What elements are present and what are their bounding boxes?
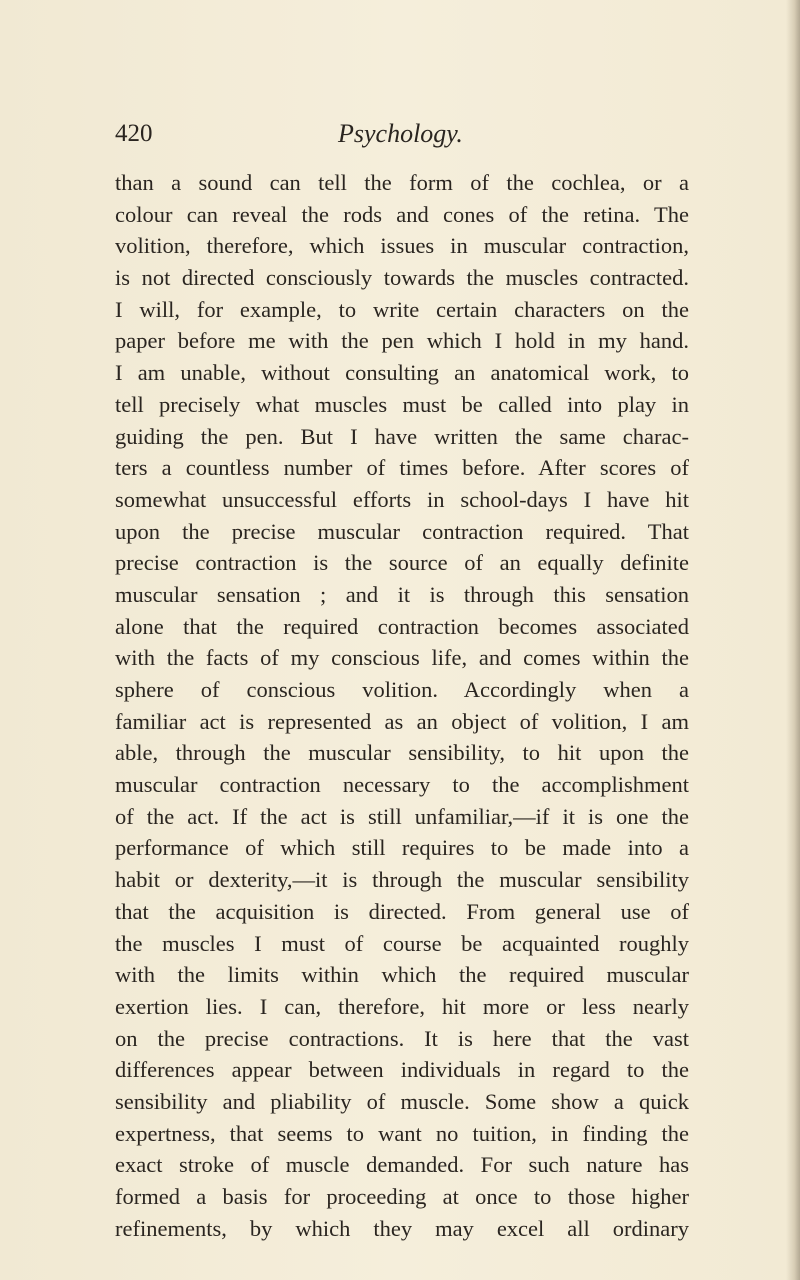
text-line: performance of which still requires to be made into a <box>115 835 689 861</box>
text-line: sensibility and pliability of muscle. Some show a quick <box>115 1088 689 1114</box>
text-line: guiding the pen. But I have written the same charac- <box>115 423 689 449</box>
text-line: tell precisely what muscles must be called into play in <box>115 391 689 417</box>
text-line: sphere of conscious volition. Accordingly when a <box>115 677 689 702</box>
text-line: than a sound can tell the form of the cochlea, or a <box>115 170 689 195</box>
text-line: I am unable, without consulting an anatomical work, to <box>115 360 689 386</box>
text-line: muscular contraction necessary to the accomplishment <box>115 772 689 798</box>
text-line: differences appear between individuals in regard to the <box>115 1057 689 1083</box>
text-line: colour can reveal the rods and cones of the retina. The <box>115 201 689 227</box>
page-header <box>115 118 685 150</box>
body-text <box>115 167 689 1244</box>
text-line: paper before me with the pen which I hold in my hand. <box>115 328 689 354</box>
text-line: exact stroke of muscle demanded. For such nature has <box>115 1152 689 1178</box>
text-line: the muscles I must of course be acquainted roughly <box>115 930 689 956</box>
text-line: able, through the muscular sensibility, to hit upon the <box>115 740 689 766</box>
text-line: with the limits within which the required muscular <box>115 962 689 988</box>
text-line: I will, for example, to write certain characters on the <box>115 296 689 322</box>
text-line: upon the precise muscular contraction required. That <box>115 518 689 544</box>
text-line: volition, therefore, which issues in muscular contraction, <box>115 233 689 259</box>
page-edge-shadow <box>786 0 800 1280</box>
text-line: formed a basis for proceeding at once to those higher <box>115 1184 689 1209</box>
text-line: expertness, that seems to want no tuition, in finding the <box>115 1120 689 1146</box>
text-line: with the facts of my conscious life, and comes within the <box>115 645 689 671</box>
running-head: Psychology. <box>338 119 463 148</box>
text-line: refinements, by which they may excel all ordinary <box>115 1215 689 1241</box>
text-line: exertion lies. I can, therefore, hit more or less nearly <box>115 993 689 1019</box>
text-line: habit or dexterity,—it is through the muscular sensibility <box>115 867 689 893</box>
text-line: ters a countless number of times before. After scores of <box>115 455 689 481</box>
text-line: alone that the required contraction becomes associated <box>115 613 689 639</box>
text-line: is not directed consciously towards the muscles contracted. <box>115 265 689 291</box>
text-line: of the act. If the act is still unfamiliar,—if it is one the <box>115 803 689 829</box>
text-line: precise contraction is the source of an equally definite <box>115 550 689 576</box>
text-line: somewhat unsuccessful efforts in school-days I have hit <box>115 486 689 512</box>
page-number: 420 <box>115 120 153 147</box>
text-line: that the acquisition is directed. From general use of <box>115 898 689 924</box>
text-line: muscular sensation ; and it is through this sensation <box>115 581 689 607</box>
text-line: on the precise contractions. It is here that the vast <box>115 1025 689 1051</box>
text-line: familiar act is represented as an object of volition, I am <box>115 708 689 734</box>
